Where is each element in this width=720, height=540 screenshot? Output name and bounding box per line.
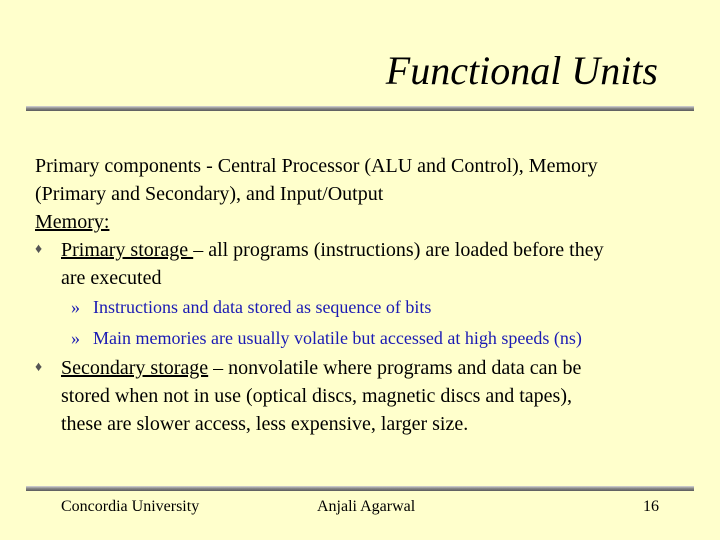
bullet-secondary-storage [35,354,705,438]
sub-bullet-text: Main memories are usually volatile but accessed at high speeds (ns) [93,328,582,348]
footer-divider [26,486,694,491]
secondary-storage-text-line-3: these are slower access, less expensive, larger size. [61,413,469,435]
intro-paragraph [35,152,705,208]
bullet-primary-storage [35,236,705,292]
diamond-bullet-icon: ♦ [35,360,43,375]
sub-bullet-main-memories [35,323,705,354]
intro-line-1: Primary components - Central Processor (ALU and Control), Memory [35,155,598,177]
memory-heading [35,208,705,236]
memory-heading-text: Memory: [35,211,110,233]
intro-line-2: (Primary and Secondary), and Input/Output [35,183,384,205]
double-chevron-bullet-icon: » [71,297,80,317]
title-divider [26,106,694,111]
secondary-storage-text-line-1: – nonvolatile where programs and data can be [208,357,582,379]
double-chevron-bullet-icon: » [71,328,80,348]
footer-institution: Concordia University [61,498,200,515]
diamond-bullet-icon: ♦ [35,242,43,257]
primary-storage-text-line-1: – all programs (instructions) are loaded before they [193,239,604,261]
primary-storage-term: Primary storage [61,239,194,261]
footer-page-number: 16 [643,498,659,515]
secondary-storage-text-line-2: stored when not in use (optical discs, magnetic discs and tapes), [61,385,572,407]
sub-bullet-instructions [35,292,705,323]
footer-author: Anjali Agarwal [317,498,416,515]
slide-body [35,152,705,438]
primary-storage-text-line-2: are executed [61,267,162,289]
slide-title: Functional Units [385,48,658,93]
secondary-storage-term: Secondary storage [61,357,209,379]
sub-bullet-text: Instructions and data stored as sequence of bits [93,297,432,317]
